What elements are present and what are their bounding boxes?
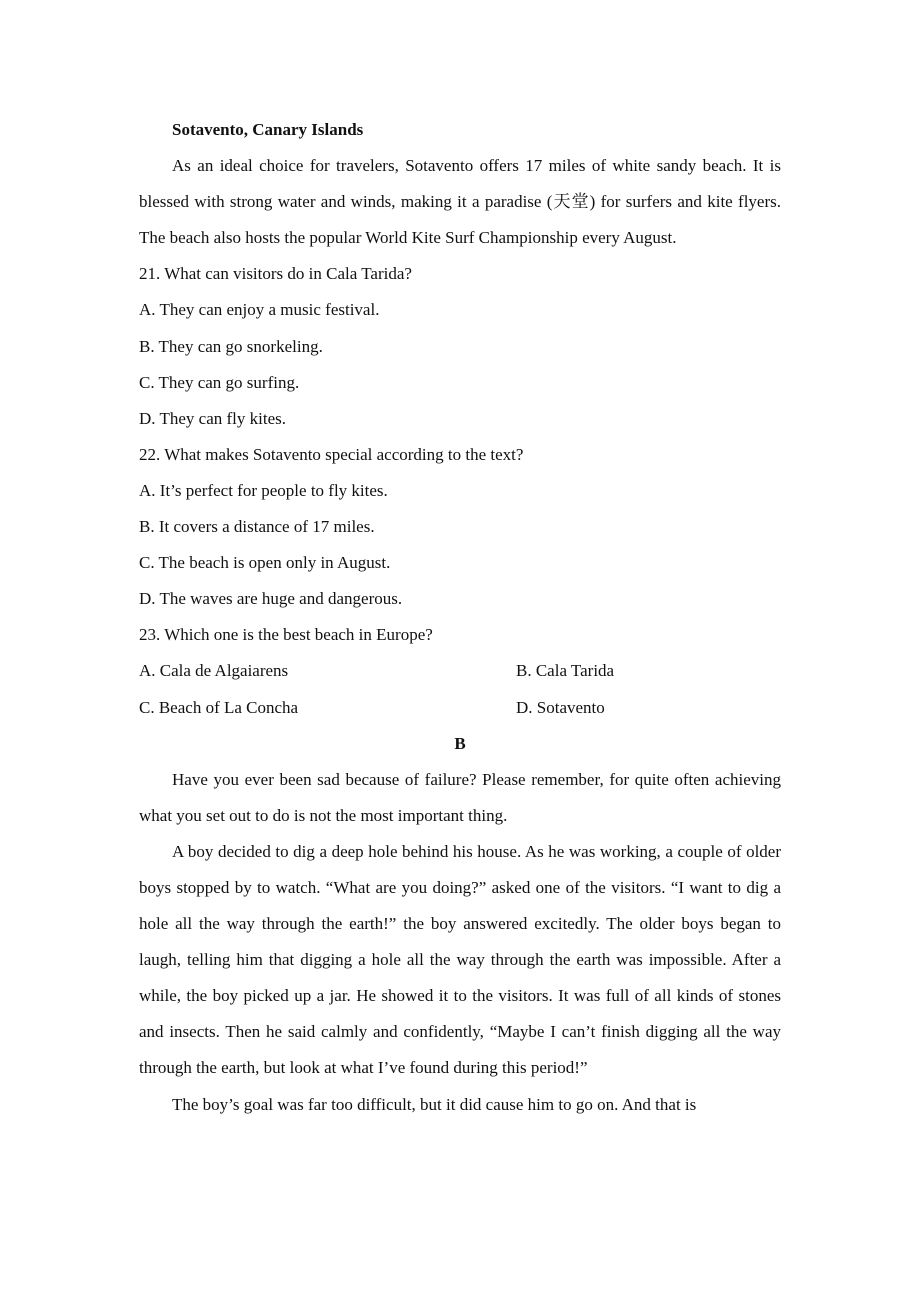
question-22-option-b: B. It covers a distance of 17 miles.: [139, 517, 375, 537]
question-22-option-d: D. The waves are huge and dangerous.: [139, 589, 403, 609]
question-22-option-c: C. The beach is open only in August.: [139, 553, 391, 573]
question-21-option-b: B. They can go snorkeling.: [139, 336, 323, 356]
section-b-paragraph-2: A boy decided to dig a deep hole behind his house. As he was working, a couple of older boys stopped by to watch. “What are you doing?” asked one of the visitors. “I want to dig a hole all the way through the earth!” the boy answered excitedly. The older boys began to laugh, telling him that digging a hole all the way through the earth was impossible. After a while, the boy picked up a jar. He showed it to the visitors. It was full of all kinds of stones and insects. Then he said calmly and confidently, “Maybe I can’t finish digging all the way through the earth, but look at what I’ve found during this period!”: [139, 841, 781, 1078]
section-heading-sotavento: Sotavento, Canary Islands: [172, 120, 364, 139]
question-23-option-c: C. Beach of La Concha: [139, 697, 299, 717]
section-b-title: B: [454, 733, 466, 753]
question-22: [139, 437, 781, 617]
question-21-option-c: C. They can go surfing.: [139, 372, 300, 392]
question-23: [139, 617, 781, 725]
question-21: [139, 256, 781, 436]
question-23-stem: 23. Which one is the best beach in Europe?: [139, 625, 433, 645]
question-22-stem: 22. What makes Sotavento special according to the text?: [139, 444, 524, 464]
question-23-option-a: A. Cala de Algaiarens: [139, 661, 289, 681]
question-21-stem: 21. What can visitors do in Cala Tarida?: [139, 264, 412, 284]
question-21-option-a: A. They can enjoy a music festival.: [139, 300, 380, 320]
section-b-paragraph-3: The boy’s goal was far too difficult, but it did cause him to go on. And that is: [172, 1094, 697, 1114]
sotavento-paragraph: As an ideal choice for travelers, Sotavento offers 17 miles of white sandy beach. It is blessed with strong water and winds, making it a paradise (天堂) for surfers and kite flyers. The beach also hosts the popular World Kite Surf Championship every August.: [139, 156, 781, 248]
question-23-option-d: D. Sotavento: [516, 697, 605, 717]
document-page: [139, 112, 781, 1123]
question-22-option-a: A. It’s perfect for people to fly kites.: [139, 480, 388, 500]
question-23-option-b: B. Cala Tarida: [516, 661, 615, 681]
section-b-paragraph-1: Have you ever been sad because of failure? Please remember, for quite often achieving what you set out to do is not the most important thing.: [139, 769, 781, 825]
question-21-option-d: D. They can fly kites.: [139, 408, 286, 428]
question-23-options-row-1: [139, 653, 781, 689]
question-23-options-row-2: [139, 690, 781, 726]
